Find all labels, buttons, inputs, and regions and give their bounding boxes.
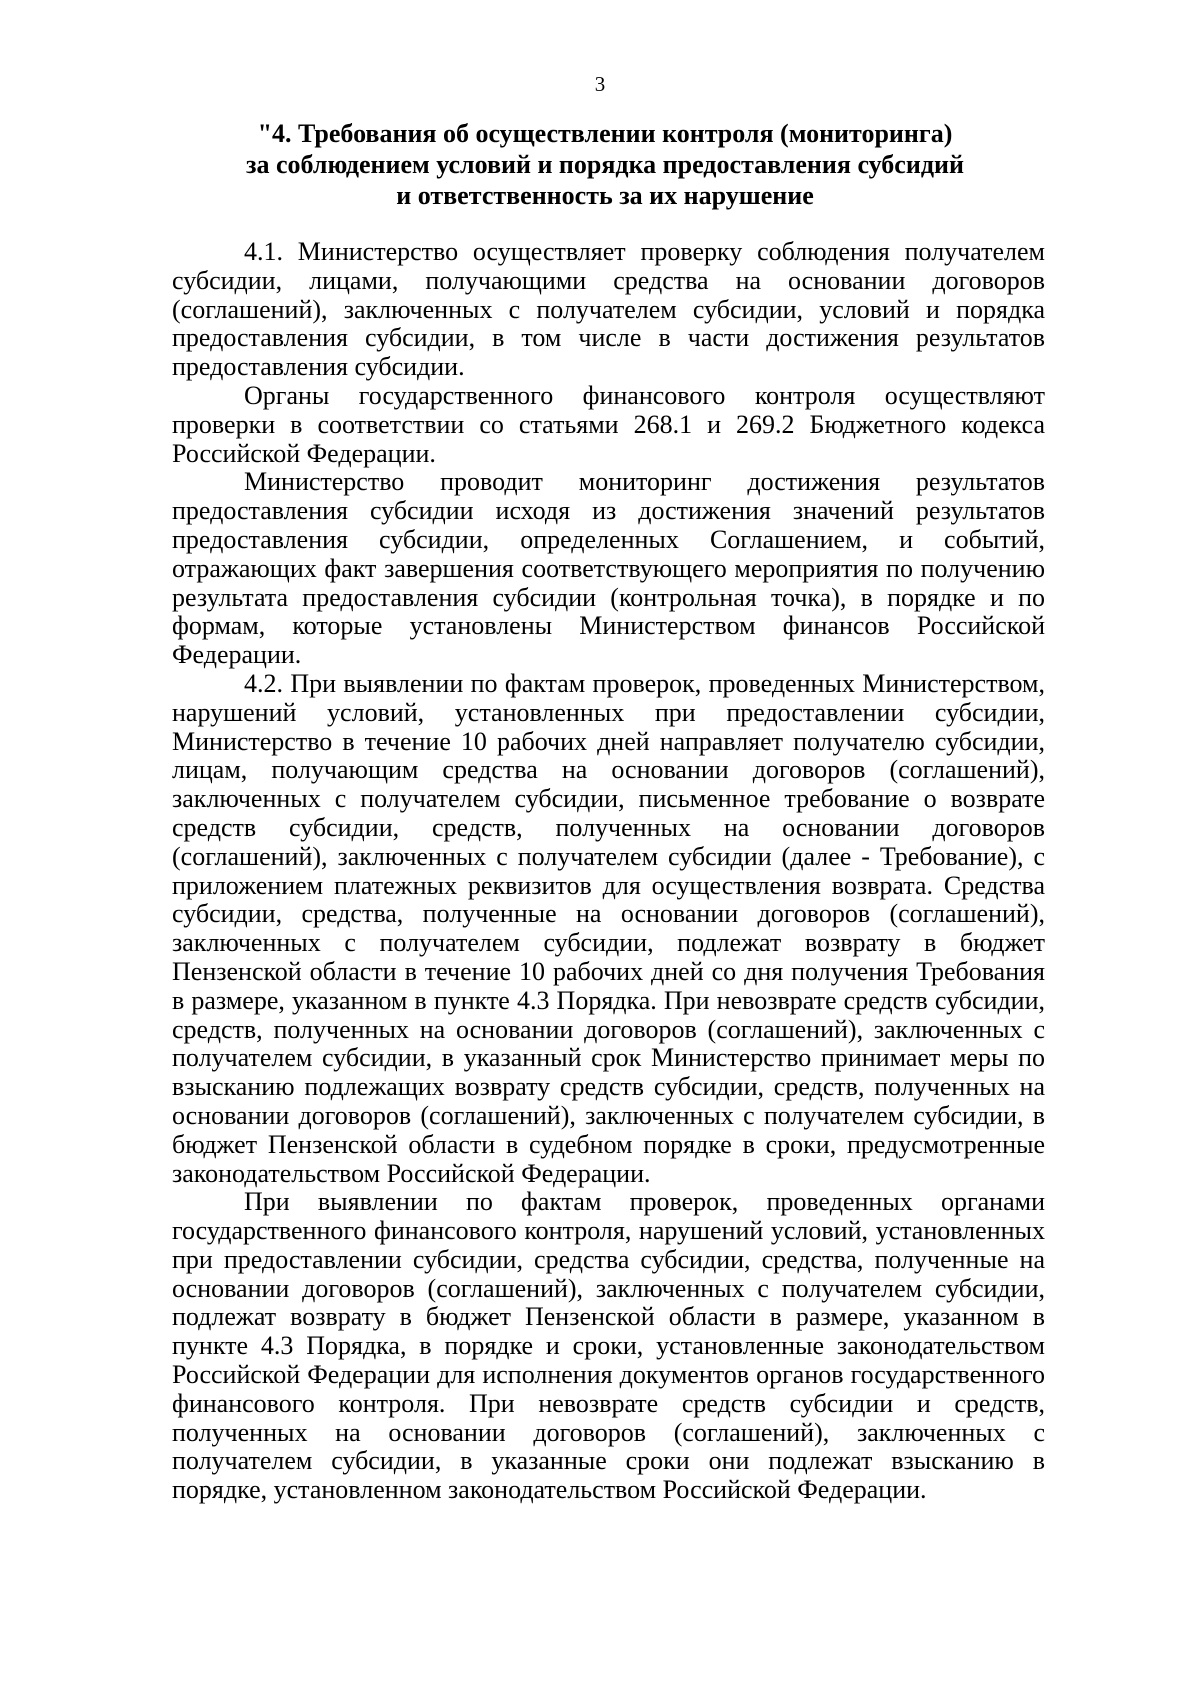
paragraph-financial-control: Органы государственного финансового контроля осуществляют проверки в соответствии со статьями 268.1 и 269.2 Бюджетного кодекса Российской Федерации. (172, 380, 1045, 468)
paragraph-monitoring: Министерство проводит мониторинг достижения результатов предоставления субсидии исходя из достижения значений результатов предоставления субсидии, определенных Соглашением, и событий, отражающих факт завершения соответствующего мероприятия по получению результата предоставления субсидии (контрольная точка), в порядке и по формам, которые установлены Министерством финансов Российской Федерации. (172, 467, 1045, 670)
page-number: 3 (594, 72, 606, 96)
section-heading-line: "4. Требования об осуществлении контроля (мониторинга) (257, 119, 953, 148)
paragraph-4-2: 4.2. При выявлении по фактам проверок, проведенных Министерством, нарушений условий, установленных при предоставлении субсидии, Министерство в течение 10 рабочих дней направляет получателю субсидии, лицам, получающим средства на основании договоров (соглашений), заключенных с получателем субсидии, письменное требование о возврате средств субсидии, средств, полученных на основании договоров (соглашений), заключенных с получателем субсидии (далее - Требование), с приложением платежных реквизитов для осуществления возврата. Средства субсидии, средства, полученные на основании договоров (соглашений), заключенных с получателем субсидии, подлежат возврату в бюджет Пензенской области в течение 10 рабочих дней со дня получения Требования в размере, указанном в пункте 4.3 Порядка. При невозврате средств субсидии, средств, полученных на основании договоров (соглашений), заключенных с получателем субсидии, в указанный срок Министерство принимает меры по взысканию подлежащих возврату средств субсидии, средств, полученных на основании договоров (соглашений), заключенных с получателем субсидии, в бюджет Пензенской области в судебном порядке в сроки, предусмотренные законодательством Российской Федерации. (172, 668, 1045, 1188)
section-heading (160, 118, 1050, 211)
document-body (172, 238, 1045, 1505)
section-heading-line: за соблюдением условий и порядка предоставления субсидий (246, 150, 964, 179)
paragraph-4-1: 4.1. Министерство осуществляет проверку соблюдения получателем субсидии, лицами, получающими средства на основании договоров (соглашений), заключенных с получателем субсидии, условий и порядка предоставления субсидии, в том числе в части достижения результатов предоставления субсидии. (172, 237, 1045, 382)
paragraph-state-control-violations: При выявлении по фактам проверок, проведенных органами государственного финансового контроля, нарушений условий, установленных при предоставлении субсидии, средства субсидии, средства, полученные на основании договоров (соглашений), заключенных с получателем субсидии, подлежат возврату в бюджет Пензенской области в размере, указанном в пункте 4.3 Порядка, в порядке и сроки, установленные законодательством Российской Федерации для исполнения документов органов государственного финансового контроля. При невозврате средств субсидии и средств, полученных на основании договоров (соглашений), заключенных с получателем субсидии, в указанные сроки они подлежат взысканию в порядке, установленном законодательством Российской Федерации. (172, 1187, 1045, 1505)
section-heading-line: и ответственность за их нарушение (396, 181, 814, 210)
